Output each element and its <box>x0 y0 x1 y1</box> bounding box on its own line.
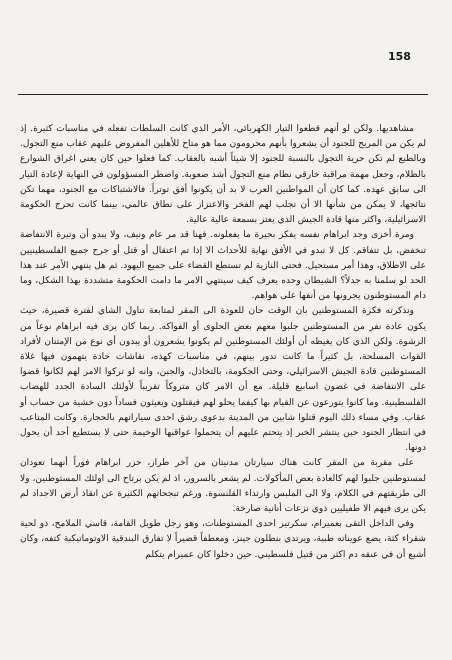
paragraph: على مقربة من المقر كانت هناك سيارتان مدنيتان من آخر طراز، حزر ابراهام فوراً أنهما تعودان لمستوطنين جلبوا لهم كالعادة بعض المأكولات. لم يشعر بالسرور، اذ لم يكن برتاح الى اولئك المستوطنين، ولا الى طريقتهم في الكلام، ولا الى الملبس وارتداء القلنسوة. ورغم تبجحاتهم الكثيرة عن انقاذ أرض الاجداد لم يكن يرى فيهم الا طفيليين ذوي نزعات أنانية صارخة. <box>20 458 426 515</box>
paragraph: مشاهديها. ولكن لو أنهم قطعوا التيار الكهربائي، الأمر الذي كانت السلطات تفعله في مناسبات كثيرة. إذ لم يكن من المريح للجنود أن يشعروا بأنهم محرومون مما هو متاح للأهلين المفروض عليهم عقاب منع التجول. وبالطبع لم تكن حرية التجول بالنسبة للجنود إلا شيئاً أشبه بالعقاب. كما فعلوا حين كان يعني اغراق الشوارع بالظلام، وجعل مهمة مراقبة خارقي نظام منع التجول أشد صعوبة. واضطر المسؤولون في النهاية لإعادة التيار الى سابق عهده. كما كان أن المواطنين العرب لا بد أن يكونوا أفق توتراً. فالاشتباكات مع الجنود، مهما تكن نتائجها، لا يمكن من شأنها الا أن تجلب لهم الفخر والاعتزاز على نطاق عالمي، بينما كانت تحرج الحكومة الاسرائيلية، واكثر منها قادة الجيش الذي يعتز بسمعة عالية عالية. <box>20 124 426 226</box>
header-rule <box>18 94 428 95</box>
paragraph: وتذكرته فكرة المستوطنين بان الوقت حان للعودة الى المقر لمتابعة تناول الشاي لفترة قصيرة، حيث يكون عادة نفر من المستوطنين جلبوا معهم بعض الحلوى أو الفواكه. ربما كان يرى فيه ابراهام نوعاً من الرشوة. ولكن الذي كان يغيظه أن أولئك المستوطنين لم يكونوا يشعرون أو يبدون أي نوع من الإمتنان لأفراد القوات المسلحة، بل كثيراً ما كانت تدور بينهم، في مناسبات كهذه، نقاشات حادة يتهمون فيها غلاة المستوطنين قادة الجيش الاسرائيلي، وحتى الحكومة، بالتخاذل، والجبن، وانه لو تركوا الامر لهم لكانوا قضوا على الانتفاضة في غضون اسابيع قليلة. مع أن الامر كان متروكاً تقريباً لأولئك السادة الجدد للهضاب الفلسطينية. وما كانوا يتورعون عن القيام بها كيفما يحلو لهم فيقتلون ويعيثون فساداً دون خشية من حساب أو عقاب. وفي مساء ذلك اليوم قتلوا شابين من المدينة بدعوى رشق احدى سياراتهم بالحجارة. وكانت المتاعب في انتظار الجنود حين ينتشر الخبر إذ يتحتم عليهم أن يتحملوا عواقبها الوخيمة حتى لا يستطيع أحد أن يحول دونها. <box>20 306 427 454</box>
page-number: 158 <box>388 50 411 63</box>
body-text <box>20 122 426 563</box>
paragraph: وفي الداخل التقى بعميرام، سكرتير احدى المستوطنات، وهو رجل طويل القامة، قاسي الملامح، ذو لحية شقراء كثة، يضع عويناته طبية، ويرتدي بنطلون جينز، ومعطفاً قصيراً لا تفارق البندقية الاوتوماتيكية كتفه، وكان أشيع أن في عنقه دم اكثر من قتيل فلسطيني. حين دخلوا كان عميرام يتكلم <box>20 519 426 560</box>
paragraph: ومرة أخرى وجد ابراهام نفسه يفكر بحيرة ما يفعلونه. فهنا قد مر عام ونيف، ولا يبدو أن وتيرة الانتفاضة تنخفض، بل تتفاقم. كل لا تبدو في الأفق نهاية للأحداث الا إذا تم اعتقال أو قتل أو جرح جميع الفلسطينيين على الاطلاق، وهذا أمر مستحيل. فحتى النازية لم تستطع القضاء على جميع اليهود. ثم هل ينتهي الأمر عند هذا الحد لو سلمنا به جدلاً؟ الشيطان وحده يعرف كيف سينتهي الامر ما دامت الحكومة متشددة بهذا الشكل، وما دام المستوطنون يجرونها من أنفها على هواهم. <box>20 230 426 302</box>
